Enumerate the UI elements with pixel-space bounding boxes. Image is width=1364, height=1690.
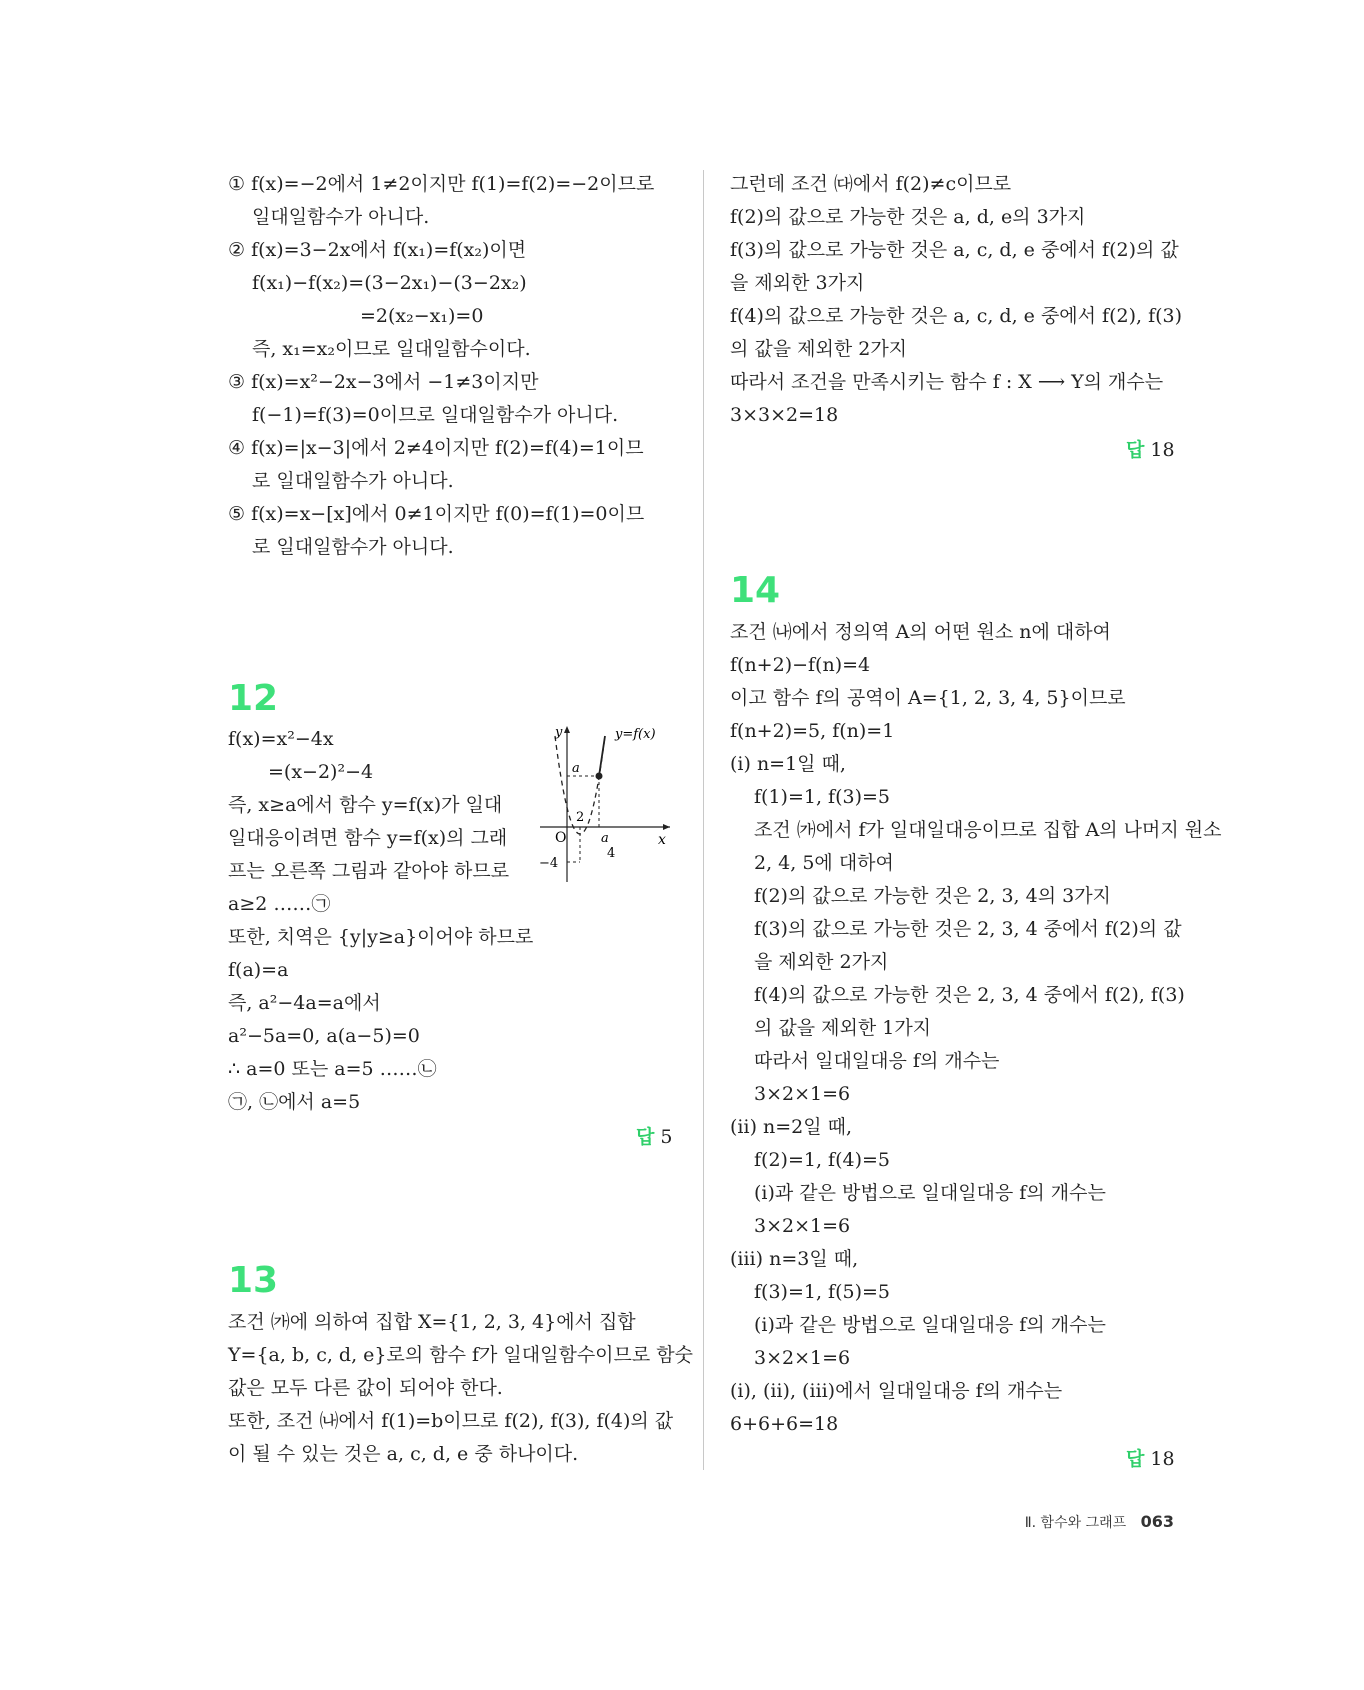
text-line: f(4)의 값으로 가능한 것은 a, c, d, e 중에서 f(2), f(3)	[730, 305, 1183, 327]
x-axis-arrow	[663, 824, 670, 830]
answer-value: 5	[660, 1126, 673, 1148]
text-line: 즉, a²−4a=a에서	[228, 992, 381, 1014]
text-line: 값은 모두 다른 값이 되어야 한다.	[228, 1377, 503, 1399]
answer-mark: 답	[1126, 1448, 1145, 1470]
text-line: 따라서 조건을 만족시키는 함수 f : X ⟶ Y의 개수는	[730, 371, 1164, 393]
text-line: ㉠, ㉡에서 a=5	[228, 1091, 361, 1113]
text-line: f(2)의 값으로 가능한 것은 2, 3, 4의 3가지	[754, 885, 1111, 907]
text-line: 6+6+6=18	[730, 1413, 839, 1435]
text-line: 프는 오른쪽 그림과 같아야 하므로	[228, 860, 510, 882]
text-line: f(n+2)−f(n)=4	[730, 654, 871, 676]
label-a-x: a	[601, 831, 609, 846]
text-line: a²−5a=0, a(a−5)=0	[228, 1025, 420, 1047]
text-line: 을 제외한 3가지	[730, 272, 865, 294]
parabola-solid	[599, 736, 605, 776]
text-line: f(x)=x²−4x	[228, 728, 334, 750]
text-line: f(−1)=f(3)=0이므로 일대일함수가 아니다.	[252, 404, 619, 426]
text-line: f(3)의 값으로 가능한 것은 a, c, d, e 중에서 f(2)의 값	[730, 239, 1179, 261]
text-line: (ⅲ) n=3일 때,	[730, 1248, 859, 1270]
answer-mark: 답	[636, 1126, 655, 1148]
text-line: 조건 ㈎에서 f가 일대일대응이므로 집합 A의 나머지 원소	[754, 819, 1222, 841]
label-curve: y=f(x)	[615, 727, 656, 742]
text-line: f(4)의 값으로 가능한 것은 2, 3, 4 중에서 f(2), f(3)	[754, 984, 1185, 1006]
text-line: =2(x₂−x₁)=0	[360, 305, 484, 327]
text-line: 그런데 조건 ㈐에서 f(2)≠c이므로	[730, 173, 1012, 195]
label-a-y: a	[572, 761, 580, 776]
section-title: Ⅱ. 함수와 그래프	[1024, 1515, 1127, 1531]
text-line: 조건 ㈎에 의하여 집합 X={1, 2, 3, 4}에서 집합	[228, 1311, 636, 1333]
text-line: 즉, x≥a에서 함수 y=f(x)가 일대	[228, 794, 503, 816]
text-line: 즉, x₁=x₂이므로 일대일함수이다.	[252, 338, 531, 360]
text-line: 따라서 일대일대응 f의 개수는	[754, 1050, 1000, 1072]
answer-value: 18	[1150, 1448, 1175, 1470]
text-line: f(1)=1, f(3)=5	[754, 786, 890, 808]
text-line: f(2)=1, f(4)=5	[754, 1149, 890, 1171]
text-line: 이 될 수 있는 것은 a, c, d, e 중 하나이다.	[228, 1443, 579, 1465]
text-line: 또한, 조건 ㈏에서 f(1)=b이므로 f(2), f(3), f(4)의 값	[228, 1410, 674, 1432]
text-line: 일대일함수가 아니다.	[252, 206, 430, 228]
text-line: ∴ a=0 또는 a=5 ……㉡	[228, 1058, 437, 1080]
answer-value: 18	[1150, 439, 1175, 461]
label-x: x	[658, 832, 666, 848]
text-line: 의 값을 제외한 2가지	[730, 338, 908, 360]
text-line: (ⅰ) n=1일 때,	[730, 753, 846, 775]
text-line: 일대응이려면 함수 y=f(x)의 그래	[228, 827, 508, 849]
text-line: 을 제외한 2가지	[754, 951, 889, 973]
text-line: f(3)의 값으로 가능한 것은 2, 3, 4 중에서 f(2)의 값	[754, 918, 1182, 940]
text-line: ⑤ f(x)=x−[x]에서 0≠1이지만 f(0)=f(1)=0이므	[228, 503, 645, 525]
problem-number-14: 14	[730, 570, 781, 611]
page-footer	[1025, 1512, 1174, 1532]
text-line: 조건 ㈏에서 정의역 A의 어떤 원소 n에 대하여	[730, 621, 1111, 643]
label-origin: O	[555, 830, 567, 846]
text-line: f(3)=1, f(5)=5	[754, 1281, 890, 1303]
y-axis-arrow	[564, 726, 570, 733]
problem-number-13: 13	[228, 1260, 279, 1301]
text-line: 2, 4, 5에 대하여	[754, 852, 894, 874]
parabola-graph	[535, 722, 675, 892]
text-line: ① f(x)=−2에서 1≠2이지만 f(1)=f(2)=−2이므로	[228, 173, 655, 195]
column-divider	[703, 170, 704, 1470]
answer-13	[1126, 435, 1175, 462]
answer-mark: 답	[1126, 439, 1145, 461]
text-line: 이고 함수 f의 공역이 A={1, 2, 3, 4, 5}이므로	[730, 687, 1126, 709]
text-line: a≥2 ……㉠	[228, 893, 331, 915]
text-line: 3×2×1=6	[754, 1215, 851, 1237]
label-y: y	[555, 725, 563, 740]
text-line: 로 일대일함수가 아니다.	[252, 470, 454, 492]
text-line: f(2)의 값으로 가능한 것은 a, d, e의 3가지	[730, 206, 1086, 228]
text-line: =(x−2)²−4	[268, 761, 374, 783]
text-line: f(x₁)−f(x₂)=(3−2x₁)−(3−2x₂)	[252, 272, 527, 294]
text-line: ④ f(x)=|x−3|에서 2≠4이지만 f(2)=f(4)=1이므	[228, 437, 644, 459]
text-line: f(a)=a	[228, 959, 289, 981]
text-line: (ⅰ)과 같은 방법으로 일대일대응 f의 개수는	[754, 1314, 1106, 1336]
text-line: f(n+2)=5, f(n)=1	[730, 720, 895, 742]
label-4: 4	[607, 846, 616, 861]
label-neg4: −4	[539, 856, 559, 871]
text-line: (ⅰ), (ⅱ), (ⅲ)에서 일대일대응 f의 개수는	[730, 1380, 1063, 1402]
text-line: (ⅰ)과 같은 방법으로 일대일대응 f의 개수는	[754, 1182, 1106, 1204]
label-2: 2	[576, 810, 585, 825]
text-line: ② f(x)=3−2x에서 f(x₁)=f(x₂)이면	[228, 239, 527, 261]
answer-12	[636, 1122, 673, 1149]
text-line: Y={a, b, c, d, e}로의 함수 f가 일대일함수이므로 함숫	[228, 1344, 693, 1366]
text-line: 로 일대일함수가 아니다.	[252, 536, 454, 558]
text-line: 3×3×2=18	[730, 404, 839, 426]
text-line: ③ f(x)=x²−2x−3에서 −1≠3이지만	[228, 371, 539, 393]
problem-number-12: 12	[228, 678, 279, 719]
answer-14	[1126, 1444, 1175, 1471]
page-number: 063	[1140, 1512, 1174, 1531]
text-line: (ⅱ) n=2일 때,	[730, 1116, 853, 1138]
text-line: 3×2×1=6	[754, 1083, 851, 1105]
text-line: 3×2×1=6	[754, 1347, 851, 1369]
text-line: 의 값을 제외한 1가지	[754, 1017, 932, 1039]
text-line: 또한, 치역은 {y|y≥a}이어야 하므로	[228, 926, 534, 948]
